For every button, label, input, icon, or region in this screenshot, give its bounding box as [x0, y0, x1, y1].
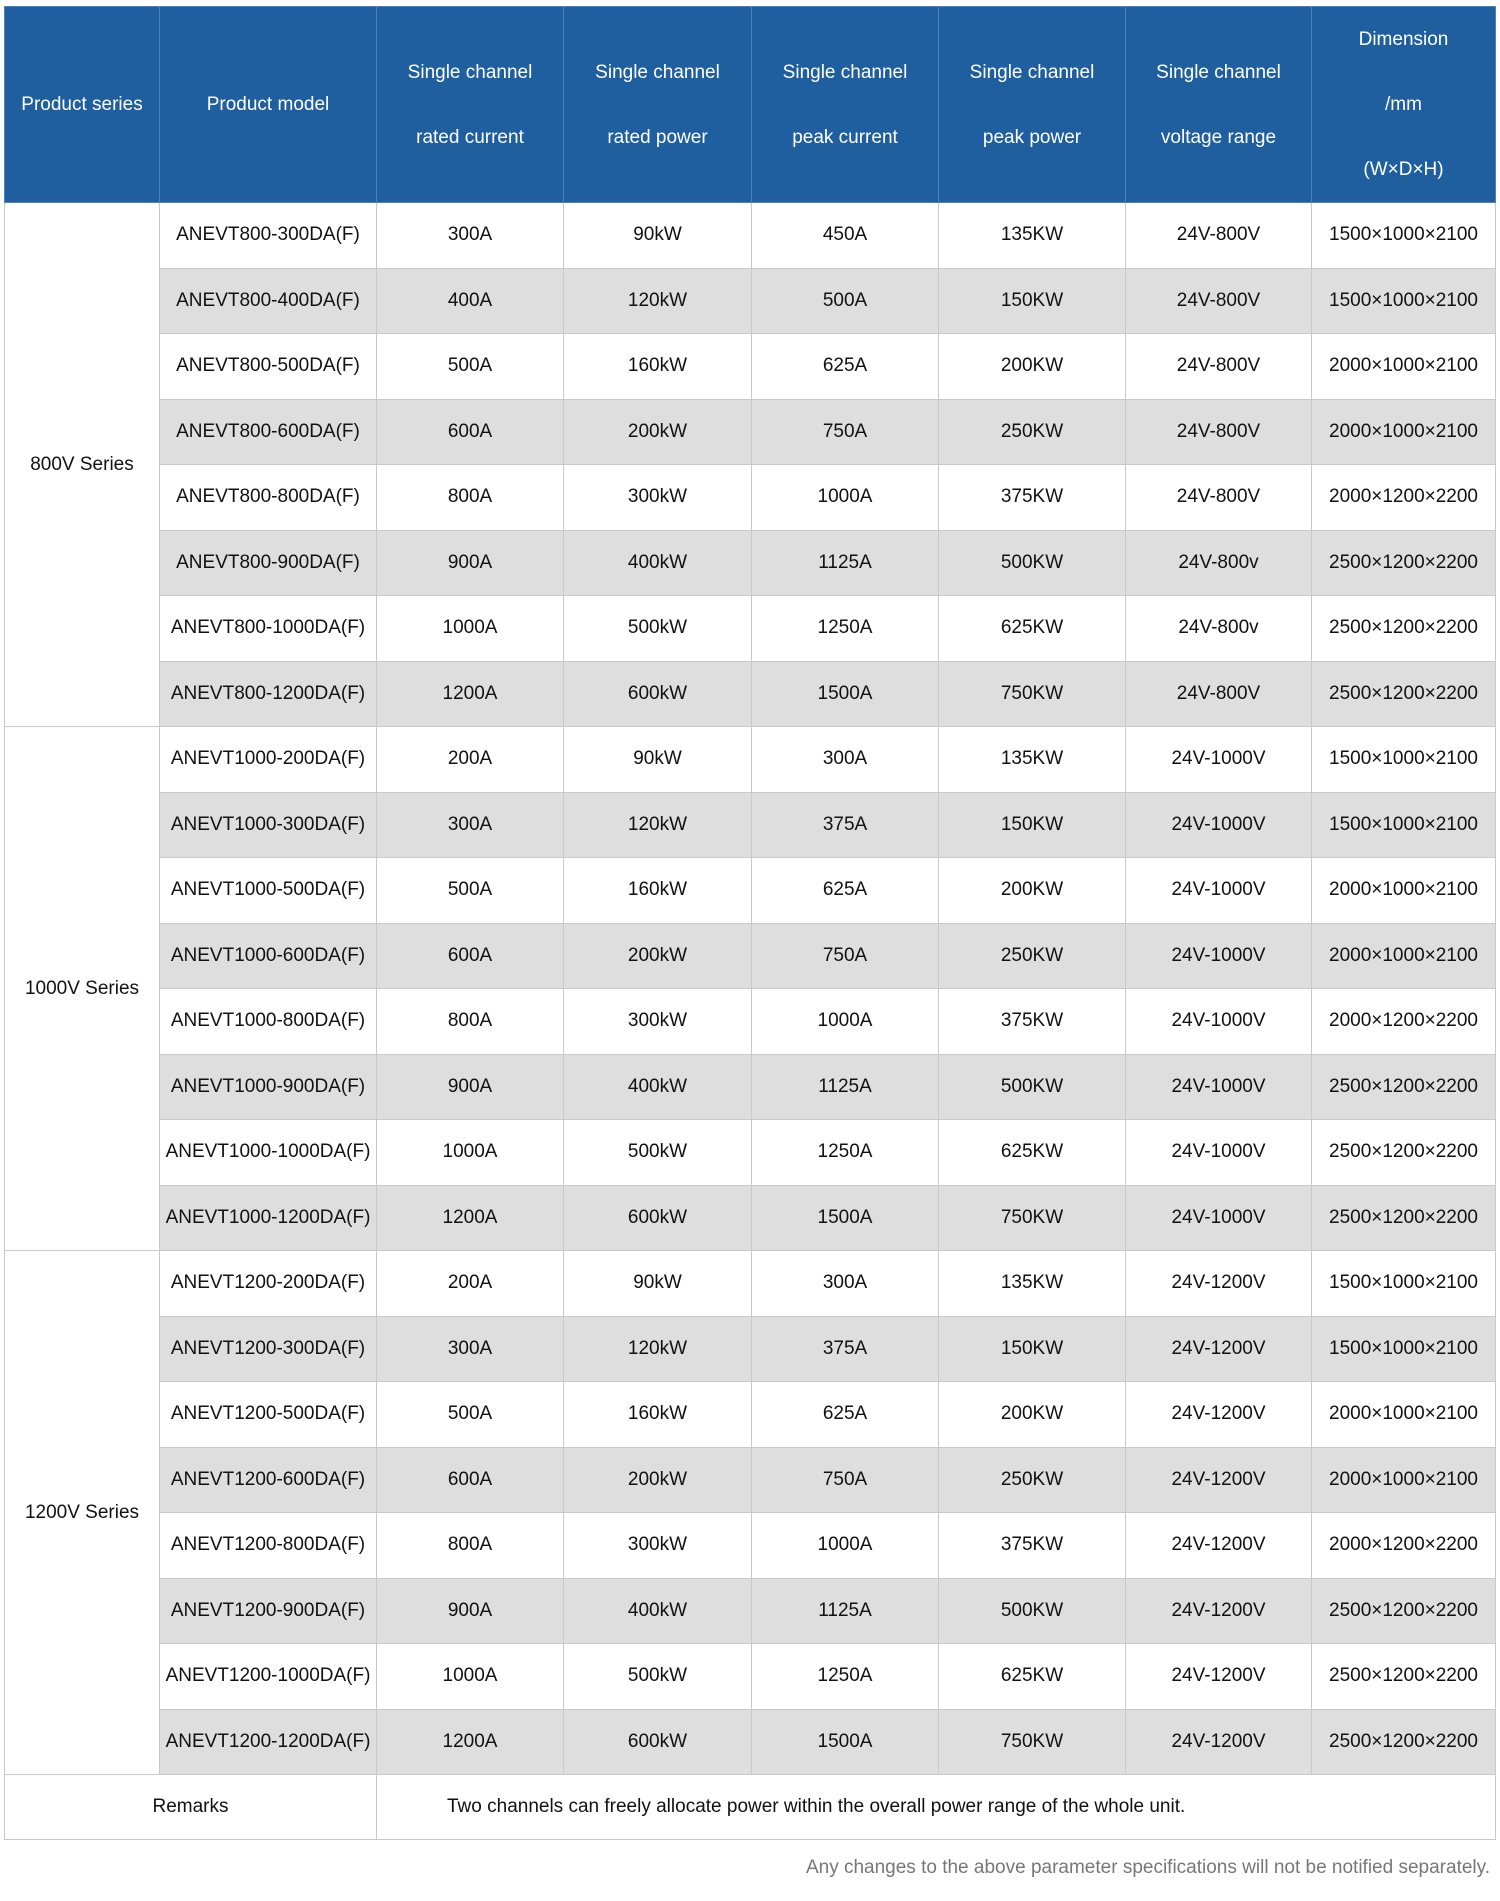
spec-cell: 1200A [377, 1709, 564, 1775]
spec-cell: 150KW [939, 268, 1126, 334]
spec-cell: 2500×1200×2200 [1312, 1185, 1496, 1251]
spec-cell: 1000A [377, 1120, 564, 1186]
spec-cell: 600kW [564, 1185, 752, 1251]
model-cell: ANEVT800-800DA(F) [160, 465, 377, 531]
spec-cell: 2500×1200×2200 [1312, 661, 1496, 727]
spec-cell: 625KW [939, 596, 1126, 662]
model-cell: ANEVT1000-800DA(F) [160, 989, 377, 1055]
spec-cell: 135KW [939, 203, 1126, 269]
spec-cell: 2500×1200×2200 [1312, 1120, 1496, 1186]
column-header [752, 7, 939, 203]
spec-cell: 24V-800v [1126, 530, 1312, 596]
spec-cell: 500KW [939, 1578, 1126, 1644]
model-cell: ANEVT1200-900DA(F) [160, 1578, 377, 1644]
column-header-line: Single channel [782, 61, 908, 83]
table-row [5, 334, 1496, 400]
spec-cell: 1250A [752, 596, 939, 662]
model-cell: ANEVT800-500DA(F) [160, 334, 377, 400]
spec-cell: 24V-1000V [1126, 792, 1312, 858]
spec-cell: 90kW [564, 203, 752, 269]
model-cell: ANEVT1200-300DA(F) [160, 1316, 377, 1382]
spec-cell: 1000A [377, 596, 564, 662]
spec-cell: 24V-1200V [1126, 1644, 1312, 1710]
spec-cell: 2500×1200×2200 [1312, 1644, 1496, 1710]
remarks-label: Remarks [5, 1775, 377, 1840]
spec-cell: 250KW [939, 1447, 1126, 1513]
spec-cell: 800A [377, 1513, 564, 1579]
column-header [939, 7, 1126, 203]
spec-cell: 135KW [939, 727, 1126, 793]
spec-cell: 1500A [752, 1185, 939, 1251]
spec-cell: 300A [752, 727, 939, 793]
model-cell: ANEVT1200-1000DA(F) [160, 1644, 377, 1710]
spec-cell: 150KW [939, 792, 1126, 858]
spec-cell: 2000×1000×2100 [1312, 923, 1496, 989]
spec-cell: 1250A [752, 1644, 939, 1710]
spec-cell: 300kW [564, 989, 752, 1055]
spec-cell: 2000×1200×2200 [1312, 989, 1496, 1055]
spec-cell: 24V-1000V [1126, 923, 1312, 989]
model-cell: ANEVT1200-1200DA(F) [160, 1709, 377, 1775]
spec-cell: 375KW [939, 465, 1126, 531]
spec-cell: 625KW [939, 1644, 1126, 1710]
spec-cell: 160kW [564, 858, 752, 924]
model-cell: ANEVT1000-900DA(F) [160, 1054, 377, 1120]
spec-cell: 24V-1000V [1126, 1120, 1312, 1186]
spec-cell: 625A [752, 334, 939, 400]
spec-cell: 24V-800V [1126, 399, 1312, 465]
model-cell: ANEVT1000-600DA(F) [160, 923, 377, 989]
column-header-line: Dimension [1358, 29, 1449, 50]
spec-cell: 150KW [939, 1316, 1126, 1382]
column-header-line: /mm [1385, 94, 1422, 115]
spec-cell: 800A [377, 989, 564, 1055]
spec-cell: 300A [752, 1251, 939, 1317]
column-header [5, 7, 160, 203]
spec-cell: 1200A [377, 1185, 564, 1251]
spec-cell: 500KW [939, 1054, 1126, 1120]
spec-cell: 160kW [564, 334, 752, 400]
spec-cell: 625A [752, 1382, 939, 1448]
table-body [5, 203, 1496, 1840]
spec-cell: 24V-1000V [1126, 989, 1312, 1055]
spec-cell: 2000×1000×2100 [1312, 399, 1496, 465]
spec-cell: 400kW [564, 530, 752, 596]
table-row [5, 596, 1496, 662]
table-row [5, 661, 1496, 727]
column-header-line: Single channel [969, 61, 1095, 83]
spec-cell: 2500×1200×2200 [1312, 596, 1496, 662]
model-cell: ANEVT1000-500DA(F) [160, 858, 377, 924]
table-row [5, 530, 1496, 596]
table-row [5, 1447, 1496, 1513]
spec-cell: 600A [377, 399, 564, 465]
column-header-line: Single channel [407, 61, 533, 83]
spec-cell: 2500×1200×2200 [1312, 1054, 1496, 1120]
column-header-line: (W×D×H) [1363, 159, 1444, 180]
table-row [5, 727, 1496, 793]
spec-cell: 2000×1000×2100 [1312, 1447, 1496, 1513]
table-row [5, 1382, 1496, 1448]
spec-cell: 750A [752, 399, 939, 465]
spec-cell: 200A [377, 727, 564, 793]
spec-cell: 200kW [564, 1447, 752, 1513]
spec-cell: 24V-1200V [1126, 1382, 1312, 1448]
column-header-line: Single channel [595, 61, 720, 83]
model-cell: ANEVT1000-300DA(F) [160, 792, 377, 858]
spec-cell: 400A [377, 268, 564, 334]
spec-cell: 250KW [939, 399, 1126, 465]
column-header-line: peak current [792, 126, 898, 148]
spec-cell: 2000×1000×2100 [1312, 1382, 1496, 1448]
spec-cell: 600A [377, 923, 564, 989]
spec-cell: 1000A [377, 1644, 564, 1710]
column-header [1312, 7, 1496, 203]
spec-cell: 2500×1200×2200 [1312, 530, 1496, 596]
spec-cell: 450A [752, 203, 939, 269]
model-cell: ANEVT800-900DA(F) [160, 530, 377, 596]
spec-cell: 24V-1000V [1126, 1054, 1312, 1120]
spec-cell: 2000×1200×2200 [1312, 465, 1496, 531]
spec-cell: 1500×1000×2100 [1312, 268, 1496, 334]
column-header [564, 7, 752, 203]
spec-cell: 120kW [564, 792, 752, 858]
spec-cell: 375KW [939, 1513, 1126, 1579]
spec-cell: 2000×1000×2100 [1312, 858, 1496, 924]
spec-table [4, 6, 1496, 1840]
spec-cell: 750KW [939, 1185, 1126, 1251]
spec-cell: 900A [377, 1054, 564, 1120]
table-row [5, 1054, 1496, 1120]
series-cell: 800V Series [5, 203, 160, 727]
header-row [5, 7, 1496, 203]
spec-cell: 24V-800V [1126, 334, 1312, 400]
series-cell: 1000V Series [5, 727, 160, 1251]
spec-cell: 500A [752, 268, 939, 334]
spec-cell: 24V-800V [1126, 661, 1312, 727]
table-row [5, 268, 1496, 334]
model-cell: ANEVT1000-1200DA(F) [160, 1185, 377, 1251]
spec-cell: 1000A [752, 1513, 939, 1579]
table-row [5, 989, 1496, 1055]
spec-cell: 1200A [377, 661, 564, 727]
column-header [377, 7, 564, 203]
spec-cell: 400kW [564, 1054, 752, 1120]
spec-cell: 250KW [939, 923, 1126, 989]
spec-cell: 750A [752, 923, 939, 989]
spec-cell: 90kW [564, 727, 752, 793]
spec-cell: 24V-1000V [1126, 727, 1312, 793]
table-row [5, 1644, 1496, 1710]
spec-cell: 750KW [939, 661, 1126, 727]
spec-cell: 750KW [939, 1709, 1126, 1775]
spec-cell: 200kW [564, 923, 752, 989]
table-row [5, 465, 1496, 531]
table-header [5, 7, 1496, 203]
spec-cell: 24V-1200V [1126, 1447, 1312, 1513]
table-row [5, 399, 1496, 465]
table-row [5, 1120, 1496, 1186]
spec-cell: 24V-1200V [1126, 1578, 1312, 1644]
table-row [5, 1578, 1496, 1644]
table-row [5, 203, 1496, 269]
spec-cell: 160kW [564, 1382, 752, 1448]
spec-cell: 375A [752, 792, 939, 858]
spec-cell: 1000A [752, 989, 939, 1055]
column-header [160, 7, 377, 203]
table-row [5, 1316, 1496, 1382]
spec-cell: 24V-1200V [1126, 1251, 1312, 1317]
spec-cell: 1500×1000×2100 [1312, 792, 1496, 858]
spec-cell: 600kW [564, 1709, 752, 1775]
spec-cell: 1250A [752, 1120, 939, 1186]
spec-cell: 200kW [564, 399, 752, 465]
model-cell: ANEVT1200-800DA(F) [160, 1513, 377, 1579]
spec-cell: 24V-800v [1126, 596, 1312, 662]
spec-cell: 1125A [752, 530, 939, 596]
spec-cell: 625A [752, 858, 939, 924]
remarks-row [5, 1775, 1496, 1840]
spec-cell: 1500×1000×2100 [1312, 203, 1496, 269]
model-cell: ANEVT1000-200DA(F) [160, 727, 377, 793]
model-cell: ANEVT1200-600DA(F) [160, 1447, 377, 1513]
spec-cell: 2500×1200×2200 [1312, 1578, 1496, 1644]
spec-cell: 300A [377, 792, 564, 858]
table-row [5, 923, 1496, 989]
spec-cell: 120kW [564, 268, 752, 334]
model-cell: ANEVT1000-1000DA(F) [160, 1120, 377, 1186]
spec-cell: 300A [377, 203, 564, 269]
series-cell: 1200V Series [5, 1251, 160, 1775]
spec-cell: 24V-1200V [1126, 1316, 1312, 1382]
spec-cell: 1125A [752, 1054, 939, 1120]
model-cell: ANEVT800-600DA(F) [160, 399, 377, 465]
spec-cell: 24V-800V [1126, 268, 1312, 334]
column-header-line: rated power [607, 126, 708, 148]
spec-cell: 500KW [939, 530, 1126, 596]
spec-cell: 1000A [752, 465, 939, 531]
spec-cell: 900A [377, 530, 564, 596]
spec-cell: 600kW [564, 661, 752, 727]
spec-cell: 375KW [939, 989, 1126, 1055]
spec-cell: 24V-1200V [1126, 1513, 1312, 1579]
model-cell: ANEVT800-1200DA(F) [160, 661, 377, 727]
column-header-line: Single channel [1156, 61, 1281, 83]
spec-cell: 400kW [564, 1578, 752, 1644]
table-row [5, 1185, 1496, 1251]
spec-cell: 300kW [564, 465, 752, 531]
column-header-line: voltage range [1160, 126, 1277, 148]
spec-cell: 24V-800V [1126, 465, 1312, 531]
spec-cell: 1500×1000×2100 [1312, 727, 1496, 793]
model-cell: ANEVT1200-200DA(F) [160, 1251, 377, 1317]
spec-cell: 1500×1000×2100 [1312, 1251, 1496, 1317]
spec-cell: 750A [752, 1447, 939, 1513]
column-header-line: peak power [982, 126, 1082, 148]
column-header-line: Product model [206, 94, 330, 115]
spec-cell: 2000×1200×2200 [1312, 1513, 1496, 1579]
table-row [5, 1513, 1496, 1579]
spec-cell: 900A [377, 1578, 564, 1644]
spec-cell: 600A [377, 1447, 564, 1513]
remarks-text: Two channels can freely allocate power within the overall power range of the whole unit. [377, 1775, 1496, 1840]
table-row [5, 1251, 1496, 1317]
spec-cell: 1125A [752, 1578, 939, 1644]
spec-cell: 300kW [564, 1513, 752, 1579]
spec-cell: 500kW [564, 596, 752, 662]
spec-cell: 300A [377, 1316, 564, 1382]
spec-cell: 90kW [564, 1251, 752, 1317]
column-header-line: rated current [416, 126, 524, 148]
spec-cell: 24V-1000V [1126, 858, 1312, 924]
column-header [1126, 7, 1312, 203]
spec-cell: 200KW [939, 858, 1126, 924]
spec-cell: 2500×1200×2200 [1312, 1709, 1496, 1775]
spec-cell: 135KW [939, 1251, 1126, 1317]
spec-cell: 800A [377, 465, 564, 531]
table-row [5, 1709, 1496, 1775]
column-header-line: Product series [21, 94, 143, 115]
spec-cell: 1500A [752, 661, 939, 727]
spec-cell: 24V-1000V [1126, 1185, 1312, 1251]
model-cell: ANEVT1200-500DA(F) [160, 1382, 377, 1448]
spec-cell: 24V-800V [1126, 203, 1312, 269]
spec-cell: 24V-1200V [1126, 1709, 1312, 1775]
model-cell: ANEVT800-400DA(F) [160, 268, 377, 334]
spec-cell: 500kW [564, 1120, 752, 1186]
spec-cell: 1500A [752, 1709, 939, 1775]
model-cell: ANEVT800-300DA(F) [160, 203, 377, 269]
spec-cell: 500kW [564, 1644, 752, 1710]
model-cell: ANEVT800-1000DA(F) [160, 596, 377, 662]
spec-cell: 200KW [939, 334, 1126, 400]
spec-cell: 500A [377, 858, 564, 924]
table-row [5, 858, 1496, 924]
spec-cell: 625KW [939, 1120, 1126, 1186]
spec-cell: 375A [752, 1316, 939, 1382]
spec-cell: 500A [377, 334, 564, 400]
table-row [5, 792, 1496, 858]
spec-cell: 200KW [939, 1382, 1126, 1448]
spec-cell: 500A [377, 1382, 564, 1448]
spec-cell: 2000×1000×2100 [1312, 334, 1496, 400]
footnote: Any changes to the above parameter specifications will not be notified separately. [805, 1857, 1490, 1878]
spec-cell: 120kW [564, 1316, 752, 1382]
spec-cell: 1500×1000×2100 [1312, 1316, 1496, 1382]
spec-cell: 200A [377, 1251, 564, 1317]
